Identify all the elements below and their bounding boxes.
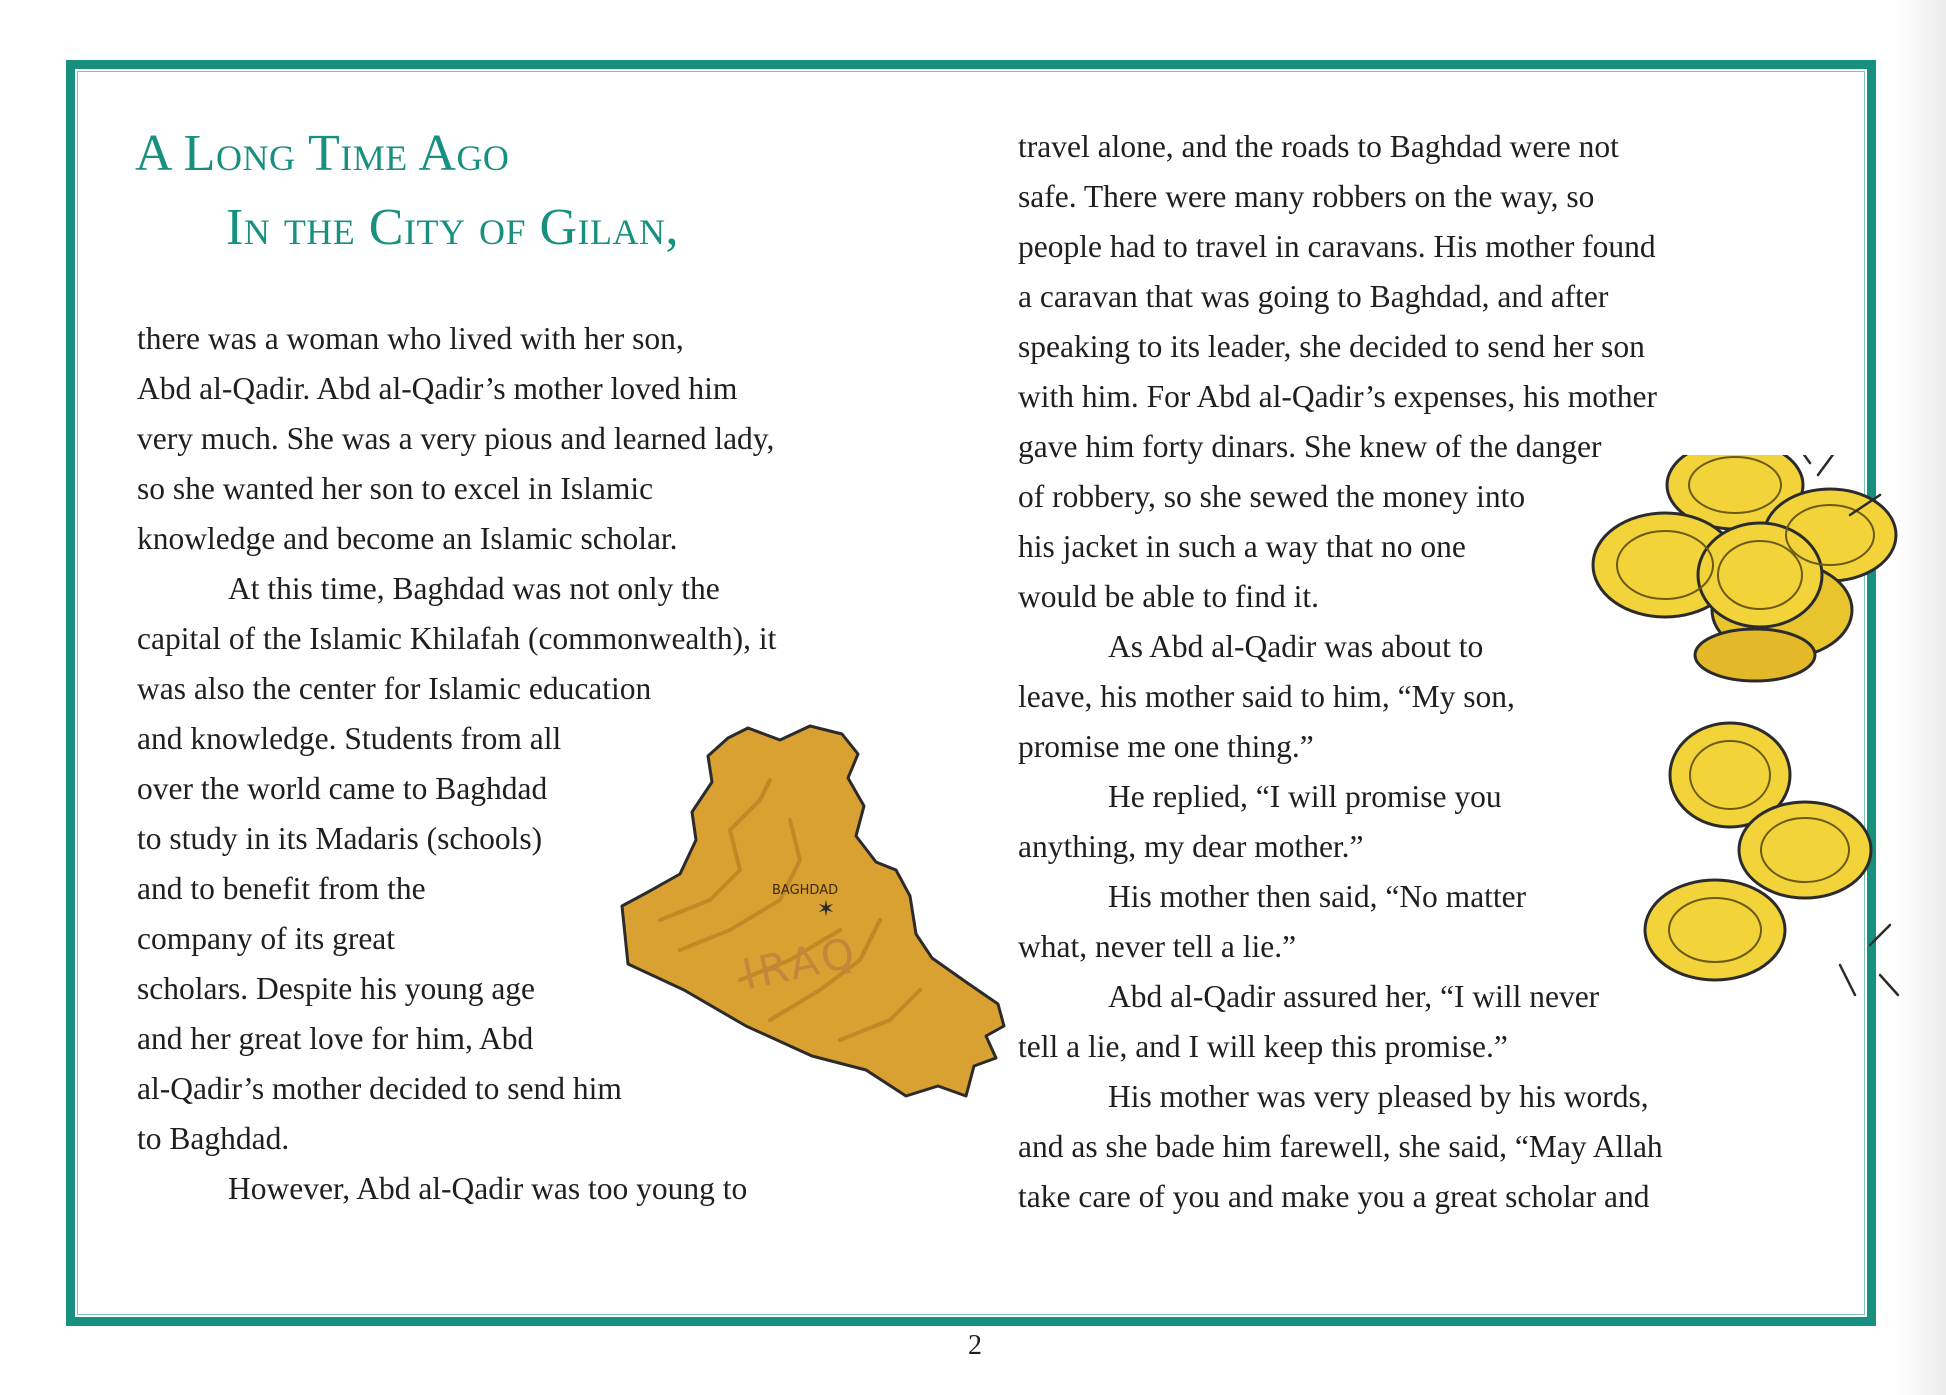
gold-coins-illustration bbox=[1580, 455, 1905, 1015]
map-city-label: BAGHDAD bbox=[772, 883, 839, 898]
left-text-line: very much. She was a very pious and learned lady, bbox=[137, 421, 775, 456]
iraq-map-illustration bbox=[620, 720, 1010, 1105]
page-number: 2 bbox=[968, 1330, 982, 1361]
sparkle-lines bbox=[1840, 925, 1898, 995]
right-text-line: would be able to find it. bbox=[1018, 579, 1319, 614]
left-text-line: However, Abd al-Qadir was too young to bbox=[228, 1171, 748, 1206]
gold-coin bbox=[1645, 880, 1785, 980]
right-text-line: promise me one thing.” bbox=[1018, 729, 1314, 764]
left-text-line: Abd al-Qadir. Abd al-Qadir’s mother loved him bbox=[137, 371, 738, 406]
right-text-line: safe. There were many robbers on the way, so bbox=[1018, 179, 1595, 214]
capital-star-icon: ✶ bbox=[816, 897, 836, 922]
map-country-label: IRAQ bbox=[738, 927, 863, 1000]
right-text-line: with him. For Abd al-Qadir’s expenses, his mother bbox=[1018, 379, 1657, 414]
right-text-line: His mother was very pleased by his words, bbox=[1108, 1079, 1649, 1114]
right-text-line: anything, my dear mother.” bbox=[1018, 829, 1364, 864]
right-text-line: As Abd al-Qadir was about to bbox=[1108, 629, 1484, 664]
left-text-line: capital of the Islamic Khilafah (commonwealth), it bbox=[137, 621, 777, 656]
right-text-line: He replied, “I will promise you bbox=[1108, 779, 1502, 814]
left-text-line: so she wanted her son to excel in Islamic bbox=[137, 471, 654, 506]
gold-coin bbox=[1695, 629, 1815, 681]
right-text-line: gave him forty dinars. She knew of the danger bbox=[1018, 429, 1602, 464]
left-text-line: and knowledge. Students from all bbox=[137, 721, 562, 756]
gold-coin bbox=[1739, 802, 1871, 898]
left-text-line: al-Qadir’s mother decided to send him bbox=[137, 1071, 622, 1106]
right-text-line: his jacket in such a way that no one bbox=[1018, 529, 1466, 564]
right-text-line: travel alone, and the roads to Baghdad were not bbox=[1018, 129, 1619, 164]
left-text-line: knowledge and become an Islamic scholar. bbox=[137, 521, 678, 556]
right-text-line: take care of you and make you a great scholar and bbox=[1018, 1179, 1650, 1214]
left-text-line: and her great love for him, Abd bbox=[137, 1021, 534, 1056]
left-text-line: to study in its Madaris (schools) bbox=[137, 821, 543, 856]
right-text-line: what, never tell a lie.” bbox=[1018, 929, 1297, 964]
left-text-line: there was a woman who lived with her son, bbox=[137, 321, 684, 356]
title-line-1: A Long Time Ago bbox=[135, 125, 510, 182]
right-text-line: a caravan that was going to Baghdad, and after bbox=[1018, 279, 1609, 314]
right-text-line: of robbery, so she sewed the money into bbox=[1018, 479, 1526, 514]
right-text-line: people had to travel in caravans. His mother found bbox=[1018, 229, 1656, 264]
left-text-line: company of its great bbox=[137, 921, 396, 956]
title-line-2: In the City of Gilan, bbox=[226, 199, 679, 256]
right-text-line: leave, his mother said to him, “My son, bbox=[1018, 679, 1515, 714]
right-text-line: Abd al-Qadir assured her, “I will never bbox=[1108, 979, 1600, 1014]
left-text-line: and to benefit from the bbox=[137, 871, 426, 906]
right-text-line: speaking to its leader, she decided to send her son bbox=[1018, 329, 1645, 364]
left-text-line: At this time, Baghdad was not only the bbox=[228, 571, 720, 606]
right-text-line: tell a lie, and I will keep this promise.” bbox=[1018, 1029, 1508, 1064]
left-text-line: to Baghdad. bbox=[137, 1121, 290, 1156]
left-text-line: scholars. Despite his young age bbox=[137, 971, 536, 1006]
right-text-line: and as she bade him farewell, she said, “May Allah bbox=[1018, 1129, 1663, 1164]
left-text-line: over the world came to Baghdad bbox=[137, 771, 548, 806]
left-text-line: was also the center for Islamic education bbox=[137, 671, 652, 706]
gold-coin bbox=[1698, 523, 1822, 627]
right-text-line: His mother then said, “No matter bbox=[1108, 879, 1527, 914]
